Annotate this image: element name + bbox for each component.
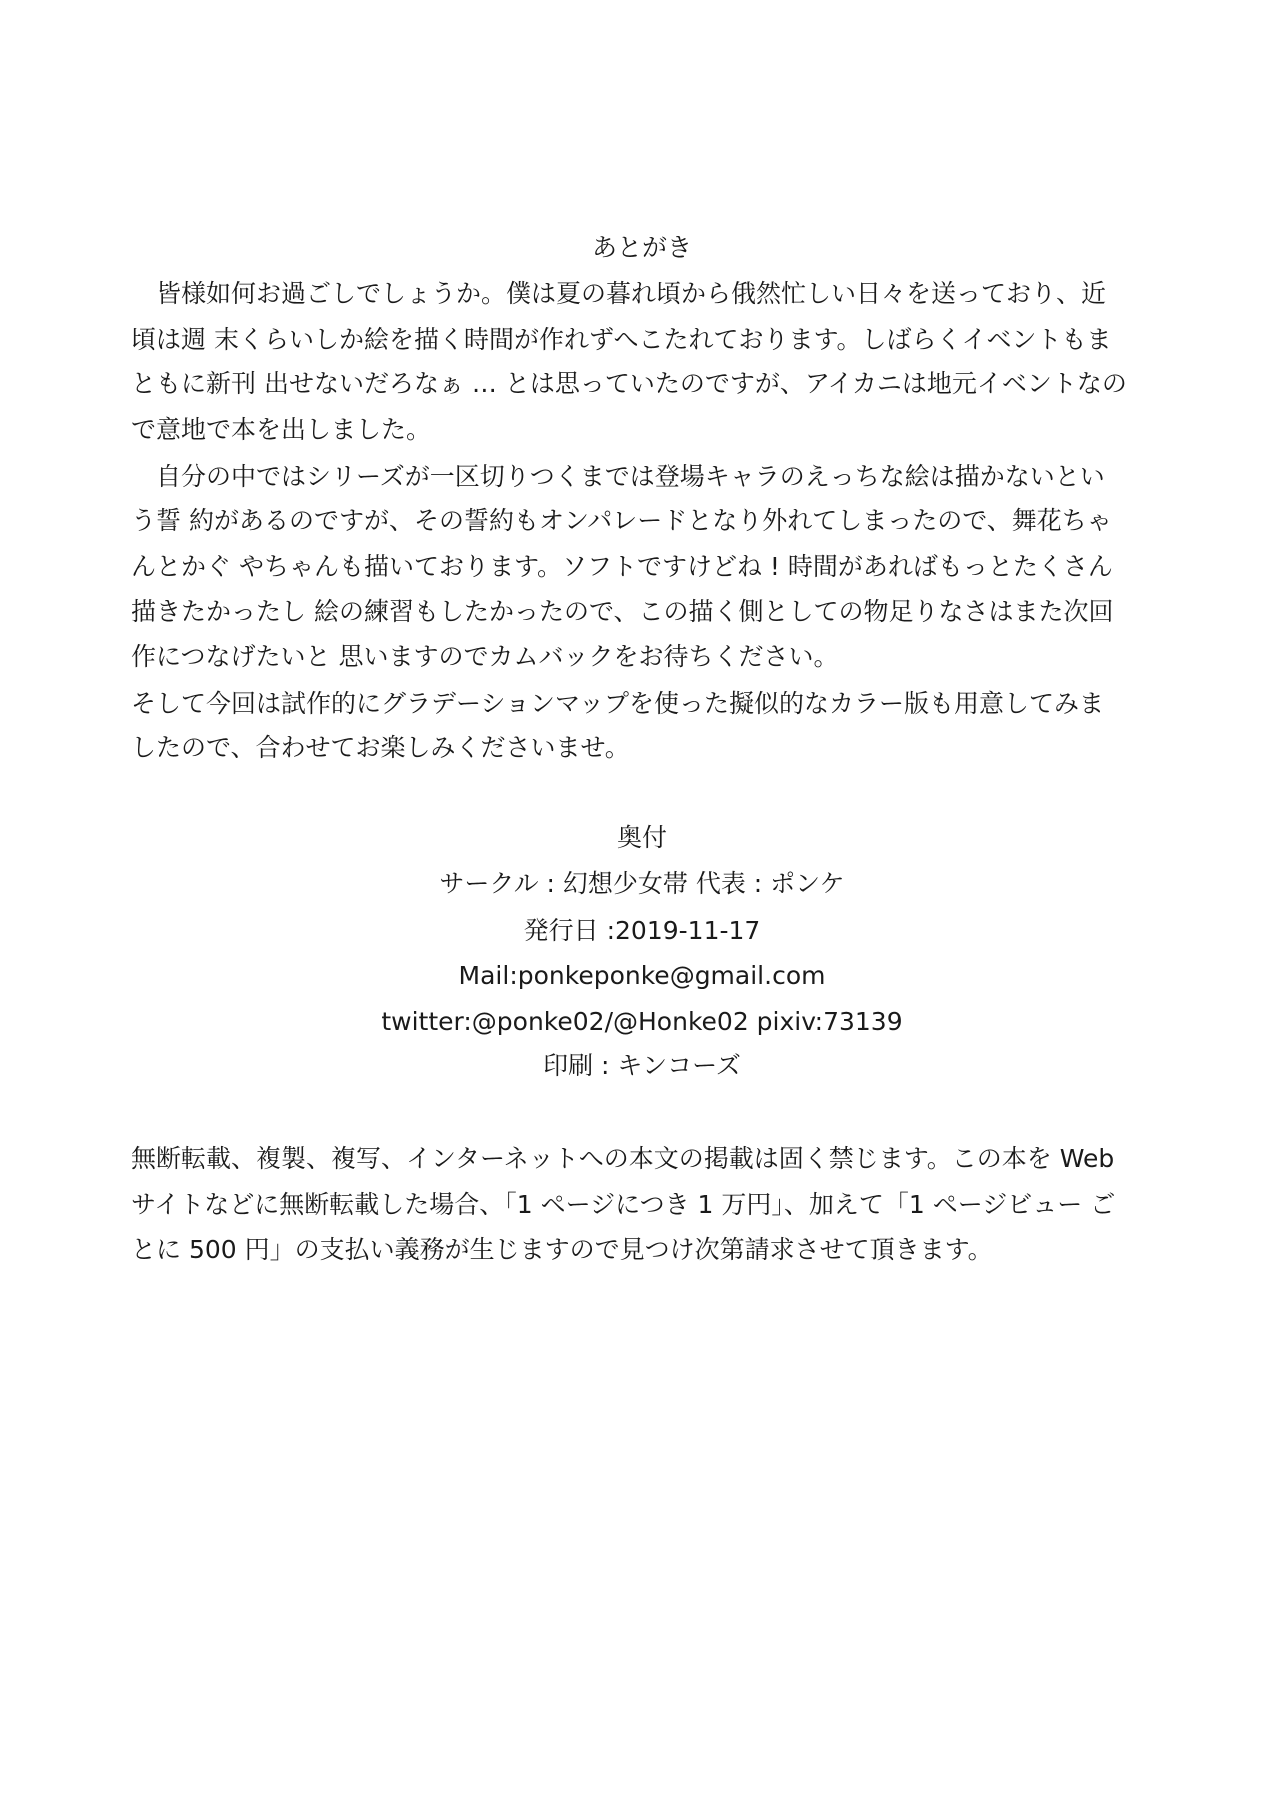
notice-line: とに 500 円」の支払い義務が生じますので見つけ次第請求させて頂きます。 [131, 1235, 993, 1264]
notice-line: サイトなどに無断転載した場合、「1 ページにつき 1 万円」、加えて「1 ページビュー ご [131, 1190, 1116, 1219]
afterword-line: んとかぐ やちゃんも描いております。ソフトですけどね ! 時間があればもっとたくさん [131, 552, 1113, 581]
colophon-date: 発行日 :2019-11-17 [523, 916, 761, 945]
afterword-line: 皆様如何お過ごしでしょうか。僕は夏の暮れ頃から俄然忙しい日々を送っており、近 [131, 279, 1107, 308]
colophon-circle: サークル : 幻想少女帯 代表 : ポンケ [439, 869, 845, 898]
afterword-line: 作につなげたいと 思いますのでカムバックをお待ちください。 [131, 642, 839, 671]
afterword-line: う誓 約があるのですが、その誓約もオンパレードとなり外れてしまったので、舞花ちゃ [131, 506, 1112, 535]
afterword-title: あとがき [591, 233, 692, 262]
colophon-title: 奥付 [616, 823, 667, 852]
colophon-sns: twitter:@ponke02/@Honke02 pixiv:73139 [381, 1007, 903, 1036]
colophon-mail: Mail:ponkeponke@gmail.com [458, 961, 826, 990]
afterword-line: で意地で本を出しました。 [131, 415, 432, 444]
afterword-line: そして今回は試作的にグラデーションマップを使った擬似的なカラー版も用意してみま [131, 689, 1105, 718]
afterword-line: 自分の中ではシリーズが一区切りつくまでは登場キャラのえっちな絵は描かないとい [131, 462, 1105, 491]
notice-line: 無断転載、複製、複写、インターネットへの本文の掲載は固く禁じます。この本を Web [131, 1144, 1115, 1173]
afterword-line: 頃は週 末くらいしか絵を描く時間が作れずへこたれております。しばらくイベントもま [131, 325, 1112, 354]
afterword-line: したので、合わせてお楽しみくださいませ。 [131, 733, 630, 762]
afterword-line: 描きたかったし 絵の練習もしたかったので、この描く側としての物足りなさはまた次回 [131, 597, 1114, 626]
afterword-line: ともに新刊 出せないだろなぁ … とは思っていたのですが、アイカニは地元イベントなの [131, 369, 1127, 398]
colophon-printer: 印刷 : キンコーズ [543, 1051, 741, 1080]
